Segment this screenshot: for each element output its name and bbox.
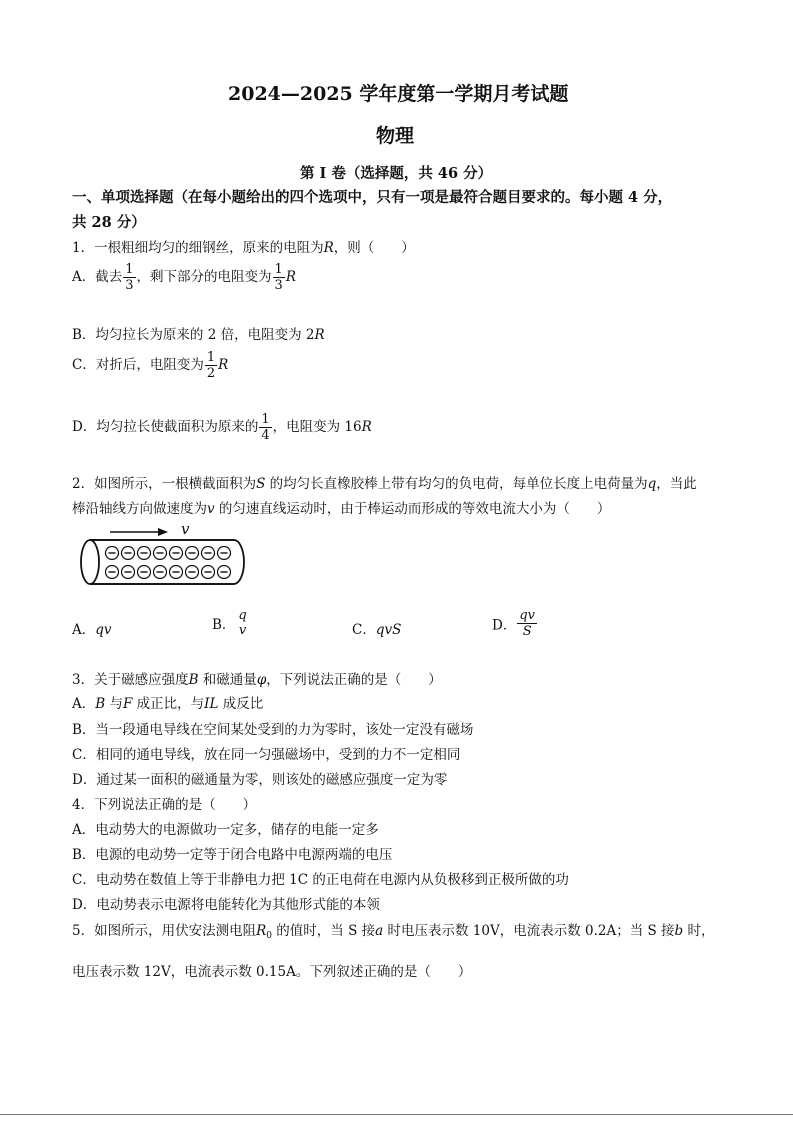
q2-d-fraction bbox=[517, 608, 537, 639]
q3-a-pre: A． bbox=[72, 696, 96, 712]
q1-stem bbox=[72, 236, 415, 256]
q1-c-var: R bbox=[218, 357, 229, 373]
q3-option-c: C．相同的通电导线，放在同一匀强磁场中，受到的力不一定相同 bbox=[72, 747, 461, 763]
q2-option-a bbox=[72, 618, 112, 638]
q1-d-numerator: 1 bbox=[261, 412, 270, 427]
q2-line1-var-q: q bbox=[647, 476, 657, 492]
q1-a-fraction2 bbox=[273, 262, 285, 293]
q1-a-numerator: 1 bbox=[125, 262, 134, 277]
q3-stem-mid: 和磁通量 bbox=[198, 672, 257, 688]
part-heading-line1: 一、单项选择题（在每小题给出的四个选项中，只有一项是最符合题目要求的。每小题 4 分， bbox=[72, 189, 673, 206]
q3-a-var-b: B bbox=[95, 696, 106, 712]
q1-a-denominator2: 3 bbox=[274, 278, 283, 293]
q5-var-a: a bbox=[375, 923, 384, 939]
q4-stem: 4．下列说法正确的是（ ） bbox=[72, 797, 257, 813]
q1-c-denominator: 2 bbox=[206, 366, 216, 381]
q1-a-denominator: 3 bbox=[125, 278, 134, 293]
q1-a-var: R bbox=[285, 269, 296, 285]
q1-a-fraction bbox=[123, 262, 135, 293]
q5-line1-mid2: 时电压表示数 10V，电流表示数 0.2A；当 S 接 bbox=[383, 923, 675, 939]
q2-line1-var-s: S bbox=[256, 476, 266, 492]
q2-d-denominator: S bbox=[522, 624, 532, 639]
q2-c-label: C． bbox=[352, 622, 376, 638]
q1-option-c bbox=[72, 350, 228, 381]
q2-velocity-label: v bbox=[181, 520, 190, 538]
q1-a-numerator2: 1 bbox=[274, 262, 283, 277]
q4-option-a: A．电动势大的电源做功一定多，储存的电能一定多 bbox=[72, 822, 379, 838]
q1-c-numerator: 1 bbox=[206, 350, 216, 365]
q5-line1-end: 时， bbox=[683, 923, 715, 939]
q4-option-d: D．电动势表示电源将电能转化为其他形式能的本领 bbox=[72, 897, 380, 913]
q2-option-b bbox=[212, 608, 250, 638]
subject-title: 物理 bbox=[376, 125, 415, 147]
q1-option-a bbox=[72, 262, 296, 293]
rod-charges bbox=[106, 547, 231, 579]
q2-stem-line1 bbox=[72, 472, 697, 492]
q1-c-pre: C．对折后，电阻变为 bbox=[72, 357, 204, 373]
q3-option-a bbox=[72, 692, 263, 712]
q1-stem-text: 1．一根粗细均匀的细钢丝，原来的电阻为 bbox=[72, 240, 324, 256]
part-heading-line2: 共 28 分） bbox=[72, 214, 146, 231]
q3-option-b: B．当一段通电导线在空间某处受到的力为零时，该处一定没有磁场 bbox=[72, 722, 474, 738]
q2-a-label: A． bbox=[72, 622, 96, 638]
q2-rod-figure bbox=[76, 520, 248, 588]
exam-title: 2024—2025 学年度第一学期月考试题 bbox=[228, 83, 569, 105]
q1-stem-var: R bbox=[323, 240, 334, 256]
q1-b-text: B．均匀拉长为原来的 2 倍，电阻变为 2 bbox=[72, 327, 315, 343]
q1-d-fraction bbox=[259, 412, 271, 443]
q3-a-mid2: 成正比，与 bbox=[132, 696, 205, 712]
q1-option-b bbox=[72, 323, 325, 343]
q3-a-mid1: 与 bbox=[105, 696, 123, 712]
rod-end-ellipse bbox=[81, 540, 99, 584]
q2-stem-line2 bbox=[72, 497, 610, 517]
q2-line1-mid: 的均匀长直橡胶棒上带有均匀的负电荷，每单位长度上电荷量为 bbox=[265, 476, 648, 492]
q5-line1-pre: 5．如图所示，用伏安法测电阻 bbox=[72, 923, 257, 939]
q5-stem-line2: 电压表示数 12V，电流表示数 0.15A。下列叙述正确的是（ ） bbox=[72, 964, 472, 980]
section-heading: 第 I 卷（选择题，共 46 分） bbox=[300, 165, 493, 182]
page-bottom-rule bbox=[0, 1114, 793, 1115]
q2-line2-end: 的匀速直线运动时，由于棒运动而形成的等效电流大小为（ ） bbox=[214, 501, 611, 517]
q2-d-label: D． bbox=[492, 617, 517, 634]
q1-d-pre: D．均匀拉长使截面积为原来的 bbox=[72, 419, 259, 435]
q3-stem-pre: 3．关于磁感应强度 bbox=[72, 672, 189, 688]
q3-a-var-f: F bbox=[122, 696, 133, 712]
q2-a-value: qv bbox=[95, 622, 112, 638]
q5-line1-mid: 的值时，当 S 接 bbox=[272, 923, 376, 939]
q2-line2-pre: 棒沿轴线方向做速度为 bbox=[72, 501, 207, 517]
q2-b-fraction bbox=[236, 608, 248, 638]
q1-a-pre: A．截去 bbox=[72, 269, 123, 285]
q5-var-r: R bbox=[256, 923, 267, 939]
q5-stem-line1 bbox=[72, 919, 715, 941]
q2-c-value: qvS bbox=[375, 622, 402, 638]
q1-d-denominator: 4 bbox=[261, 428, 270, 443]
q1-c-fraction bbox=[205, 350, 217, 381]
q2-b-denominator: v bbox=[238, 623, 247, 638]
velocity-arrow-head bbox=[158, 528, 168, 536]
q2-b-numerator: q bbox=[238, 608, 247, 623]
q2-d-numerator: qv bbox=[519, 608, 535, 623]
q2-option-d bbox=[492, 608, 538, 639]
q3-a-end: 成反比 bbox=[218, 696, 264, 712]
q2-b-label: B． bbox=[212, 617, 236, 633]
q3-stem bbox=[72, 668, 442, 688]
q2-line1-end: ，当此 bbox=[656, 476, 697, 492]
q3-stem-var-b: B bbox=[188, 672, 199, 688]
q2-option-c bbox=[352, 618, 401, 638]
q5-var-subscript: 0 bbox=[266, 931, 272, 941]
q3-a-var-il: IL bbox=[204, 696, 219, 712]
q3-option-d: D．通过某一面积的磁通量为零，则该处的磁感应强度一定为零 bbox=[72, 772, 448, 788]
q3-stem-var-phi: φ bbox=[256, 672, 267, 688]
q4-option-c: C．电动势在数值上等于非静电力把 1C 的正电荷在电源内从负极移到正极所做的功 bbox=[72, 872, 569, 888]
q4-option-b: B．电源的电动势一定等于闭合电路中电源两端的电压 bbox=[72, 847, 393, 863]
q5-var-b: b bbox=[674, 923, 684, 939]
q1-d-var: R bbox=[361, 419, 372, 435]
q1-b-var: R bbox=[314, 327, 325, 343]
q3-stem-end: ，下列说法正确的是（ ） bbox=[266, 672, 442, 688]
q2-line2-var-v: v bbox=[207, 501, 215, 517]
q1-a-mid: ，剩下部分的电阻变为 bbox=[136, 269, 272, 285]
q1-d-mid: ，电阻变为 16 bbox=[272, 419, 362, 435]
q1-option-d bbox=[72, 412, 372, 443]
q2-line1-pre: 2．如图所示，一根横截面积为 bbox=[72, 476, 257, 492]
q1-stem-end: ，则（ ） bbox=[333, 240, 415, 256]
